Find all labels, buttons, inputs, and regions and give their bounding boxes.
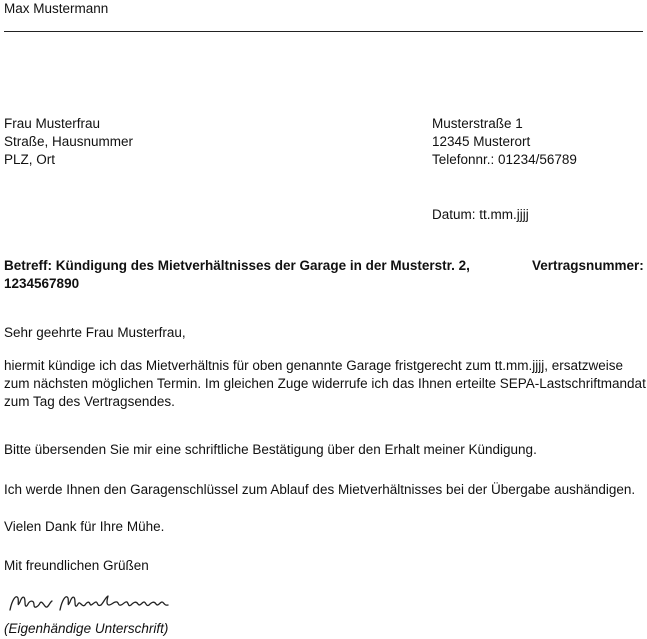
- paragraph-line: zum Tag des Vertragsendes.: [4, 394, 175, 409]
- signature-scribble: [6, 590, 176, 616]
- paragraph-line: zum nächsten möglichen Termin. Im gleichen Zuge widerrufe ich das Ihnen erteilte SEPA-Lastschriftmandat: [4, 376, 646, 391]
- paragraph-line: hiermit kündige ich das Mietverhältnis für oben genannte Garage fristgerecht zum tt.mm.jjjj, ersatzweise: [4, 358, 624, 373]
- contract-number-label: Vertragsnummer:: [532, 258, 644, 273]
- salutation: Sehr geehrte Frau Musterfrau,: [4, 325, 186, 340]
- handwritten-signature: [6, 590, 176, 621]
- recipient-line: Straße, Hausnummer: [4, 134, 134, 149]
- closing-phrase: Mit freundlichen Grüßen: [4, 558, 149, 573]
- signature-note: (Eigenhändige Unterschrift): [4, 621, 169, 636]
- letter-date: Datum: tt.mm.jjjj: [432, 207, 529, 222]
- body-paragraph: Vielen Dank für Ihre Mühe.: [4, 519, 165, 534]
- sender-address: [432, 115, 577, 169]
- header-sender-name: Max Mustermann: [4, 1, 109, 16]
- body-paragraph: [4, 357, 646, 411]
- sender-line: Telefonnr.: 01234/56789: [432, 152, 577, 167]
- recipient-line: PLZ, Ort: [4, 152, 56, 167]
- sender-line: 12345 Musterort: [432, 134, 531, 149]
- contract-number: 1234567890: [4, 276, 80, 291]
- recipient-line: Frau Musterfrau: [4, 116, 101, 131]
- body-paragraph: Ich werde Ihnen den Garagenschlüssel zum Ablauf des Mietverhältnisses bei der Übergabe aushändigen.: [4, 482, 636, 497]
- body-paragraph: Bitte übersenden Sie mir eine schriftliche Bestätigung über den Erhalt meiner Kündigung.: [4, 442, 537, 457]
- header-divider: [4, 31, 643, 32]
- recipient-address: [4, 115, 133, 169]
- subject-line: Betreff: Kündigung des Mietverhältnisses der Garage in der Musterstr. 2,: [4, 258, 470, 273]
- sender-line: Musterstraße 1: [432, 116, 523, 131]
